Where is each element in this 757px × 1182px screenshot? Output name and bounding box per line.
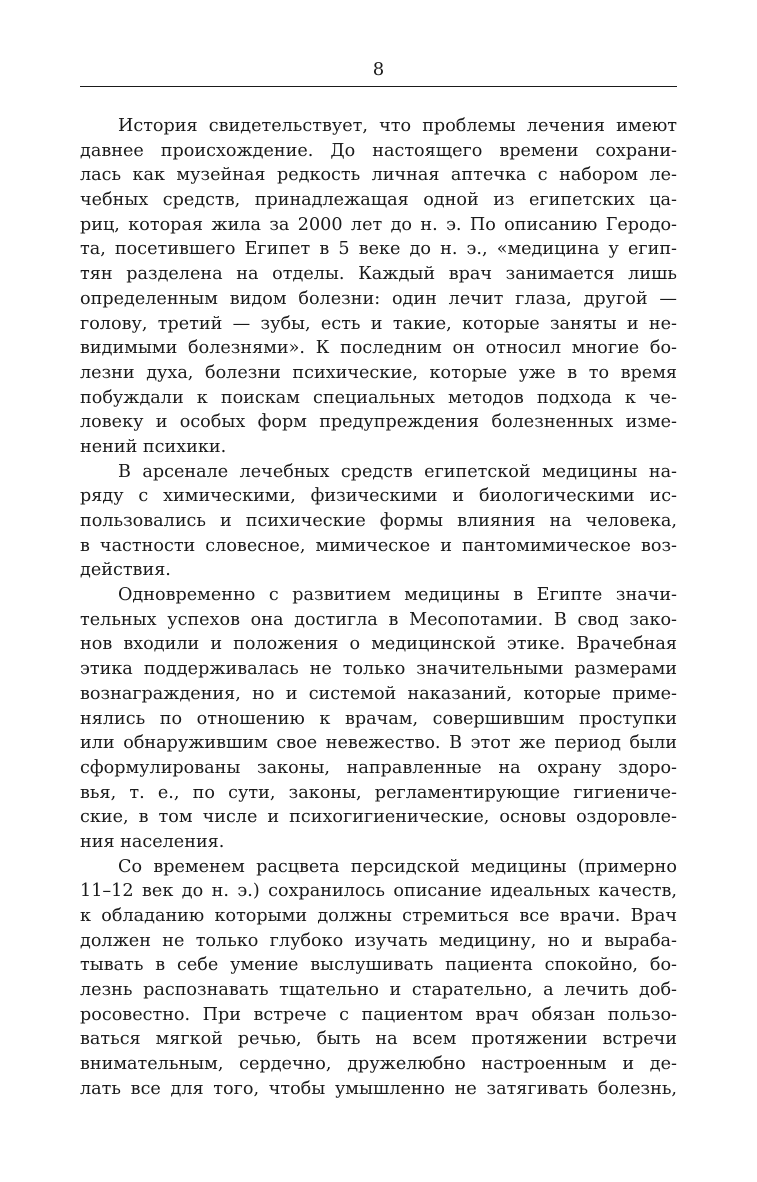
paragraph (80, 583, 677, 855)
text-line: риц, которая жила за 2000 лет до н. э. По описанию Геродо- (80, 214, 677, 235)
text-line: лезни духа, болезни психические, которые уже в то время (80, 362, 677, 383)
text-line: тян разделена на отделы. Каждый врач занимается лишь (80, 264, 677, 285)
text-line: Одновременно с развитием медицины в Египте значи- (118, 585, 677, 606)
text-line: тывать в себе умение выслушивать пациента спокойно, бо- (80, 955, 677, 976)
text-line: побуждали к поискам специальных методов подхода к че- (80, 387, 677, 408)
text-line: История свидетельствует, что проблемы лечения имеют (118, 116, 677, 136)
text-line: определенным видом болезни: один лечит глаза, другой — (80, 288, 677, 309)
text-line: действия. (80, 560, 171, 581)
text-line: ские, в том числе и психогигиенические, основы оздоровле- (80, 807, 677, 828)
text-line: 11–12 век до н. э.) сохранилось описание идеальных качеств, (80, 881, 677, 902)
text-line: лась как музейная редкость личная аптечка с набором ле- (80, 165, 677, 186)
text-line: или обнаружившим свое невежество. В этот же период были (80, 733, 677, 754)
text-line: давнее происхождение. До настоящего времени сохрани- (80, 140, 677, 161)
text-line: лезнь распознавать тщательно и старательно, а лечить доб- (80, 980, 677, 1001)
text-line: та, посетившего Египет в 5 веке до н. э., «медицина у егип- (80, 239, 677, 260)
text-line: ряду с химическими, физическими и биологическими ис- (80, 486, 677, 507)
header-rule (80, 86, 677, 87)
body-text (80, 114, 677, 1102)
paragraph (80, 114, 677, 460)
text-line: внимательным, сердечно, дружелюбно настроенным и де- (80, 1054, 677, 1075)
text-line: Со временем расцвета персидской медицины (примерно (118, 856, 677, 877)
text-line: в частности словесное, мимическое и пантомимическое воз- (80, 535, 677, 556)
paragraph (80, 460, 677, 583)
text-line: вья, т. е., по сути, законы, регламентирующие гигиениче- (80, 782, 677, 803)
text-line: чебных средств, принадлежащая одной из египетских ца- (80, 190, 677, 211)
text-line: ловеку и особых форм предупреждения болезненных изме- (80, 412, 677, 433)
text-line: нений психики. (80, 436, 227, 457)
text-line: видимыми болезнями». К последним он относил многие бо- (80, 338, 677, 359)
text-line: нов входили и положения о медицинской этике. Врачебная (80, 634, 677, 655)
text-line: сформулированы законы, направленные на охрану здоро- (80, 757, 677, 778)
text-line: В арсенале лечебных средств египетской медицины на- (118, 461, 677, 482)
text-line: ваться мягкой речью, быть на всем протяжении встречи (80, 1029, 677, 1050)
text-line: должен не только глубоко изучать медицину, но и выраба- (80, 930, 677, 951)
text-line: пользовались и психические формы влияния на человека, (80, 511, 677, 531)
book-page (80, 60, 677, 1102)
text-line: к обладанию которыми должны стремиться все врачи. Врач (80, 906, 677, 926)
text-line: голову, третий — зубы, есть и такие, которые заняты и не- (80, 313, 677, 334)
text-line: нялись по отношению к врачам, совершившим проступки (80, 708, 677, 729)
paragraph (80, 855, 677, 1102)
page-number: 8 (372, 59, 385, 80)
text-line: вознаграждения, но и системой наказаний, которые приме- (80, 683, 677, 704)
text-line: тельных успехов она достигла в Месопотамии. В свод зако- (80, 609, 677, 630)
text-line: этика поддерживалась не только значительными размерами (80, 659, 677, 680)
text-line: росовестно. При встрече с пациентом врач обязан пользо- (80, 1004, 677, 1025)
text-line: ния населения. (80, 831, 225, 852)
text-line: лать все для того, чтобы умышленно не затягивать болезнь, (80, 1078, 677, 1099)
